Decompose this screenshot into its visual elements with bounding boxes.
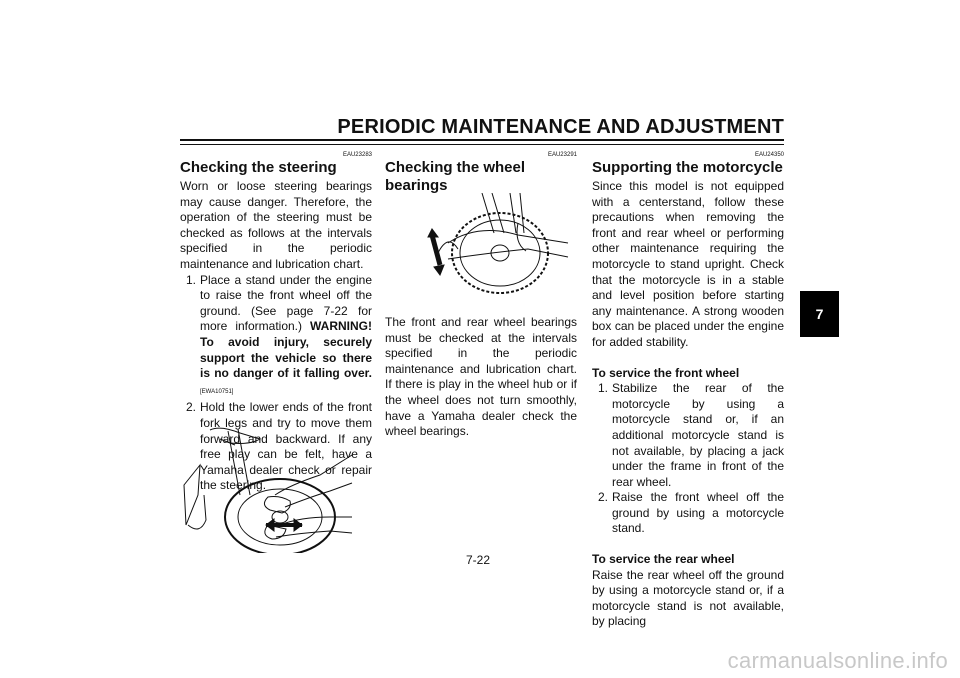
- step-number: 1.: [186, 272, 197, 287]
- section-code: EAU23283: [342, 152, 372, 158]
- front-wheel-steps: [592, 381, 784, 537]
- front-wheel-title: To service the front wheel: [592, 365, 740, 380]
- section-title: Checking the wheel bearings: [385, 159, 526, 194]
- step-text: Hold the lower ends of the front fork legs and try to move them forward and backward. If any free play can be felt, have a Yamaha dealer check or repair the steering.: [200, 400, 372, 493]
- warning-text: WARNING! To avoid injury, securely support the vehicle so there is no danger of it falling over.: [200, 319, 372, 381]
- watermark: carmanualsonline.info: [727, 648, 948, 673]
- step-number: 2.: [186, 400, 197, 415]
- wheel-bearing-figure-icon: [418, 193, 573, 301]
- page-number: 7-22: [466, 553, 491, 567]
- step-item: [592, 490, 784, 537]
- header-rule: [180, 139, 784, 141]
- chapter-tab: 7: [800, 291, 839, 337]
- step-item: [180, 273, 372, 401]
- section-intro: Since this model is not equipped with a centerstand, follow these precautions when removing the front and rear wheel or performing other maintenance requiring the motorcycle to stand upright. Check that the motorcycle is in a stable and level position before starting any maintenance. A strong wooden box can be placed under the engine for added stability.: [592, 179, 784, 349]
- header-title: PERIODIC MAINTENANCE AND ADJUSTMENT: [337, 116, 784, 138]
- header-rule-thin: [180, 144, 784, 145]
- section-code: EAU23291: [547, 152, 577, 158]
- section-code: EAU24350: [754, 152, 784, 158]
- rear-wheel-text: Raise the rear wheel off the ground by using a motorcycle stand or, if a motorcycle stand is not available, by placing: [592, 567, 784, 629]
- step-number: 2.: [598, 490, 609, 505]
- step-text: Raise the front wheel off the ground by using a motorcycle stand.: [612, 490, 784, 536]
- step-number: 1.: [598, 381, 609, 396]
- step-item: [592, 381, 784, 490]
- rear-wheel-title: To service the rear wheel: [592, 552, 735, 567]
- step-text: Stabilize the rear of the motorcycle by using a motorcycle stand or, if an additional motorcycle stand is not available, by placing a jack under the frame in front of the rear wheel.: [612, 381, 784, 489]
- section-intro: Worn or loose steering bearings may cause danger. Therefore, the operation of the steering must be checked as follows at the intervals specified in the periodic maintenance and lubrication chart.: [180, 179, 372, 271]
- step-text: Place a stand under the engine to raise the front wheel off the ground. (See page 7-22 for more information.): [200, 272, 372, 334]
- section-text: The front and rear wheel bearings must be checked at the intervals specified in the periodic maintenance and lubrication chart. If there is play in the wheel hub or if the wheel does not turn smoothly, have a Yamaha dealer check the wheel bearings.: [385, 315, 577, 439]
- supporting-section: [592, 151, 784, 630]
- section-title: Supporting the motorcycle: [592, 159, 783, 176]
- section-title: Checking the steering: [180, 159, 337, 176]
- warning-code: [EWA10751]: [200, 388, 234, 395]
- steering-figure-icon: [180, 425, 355, 553]
